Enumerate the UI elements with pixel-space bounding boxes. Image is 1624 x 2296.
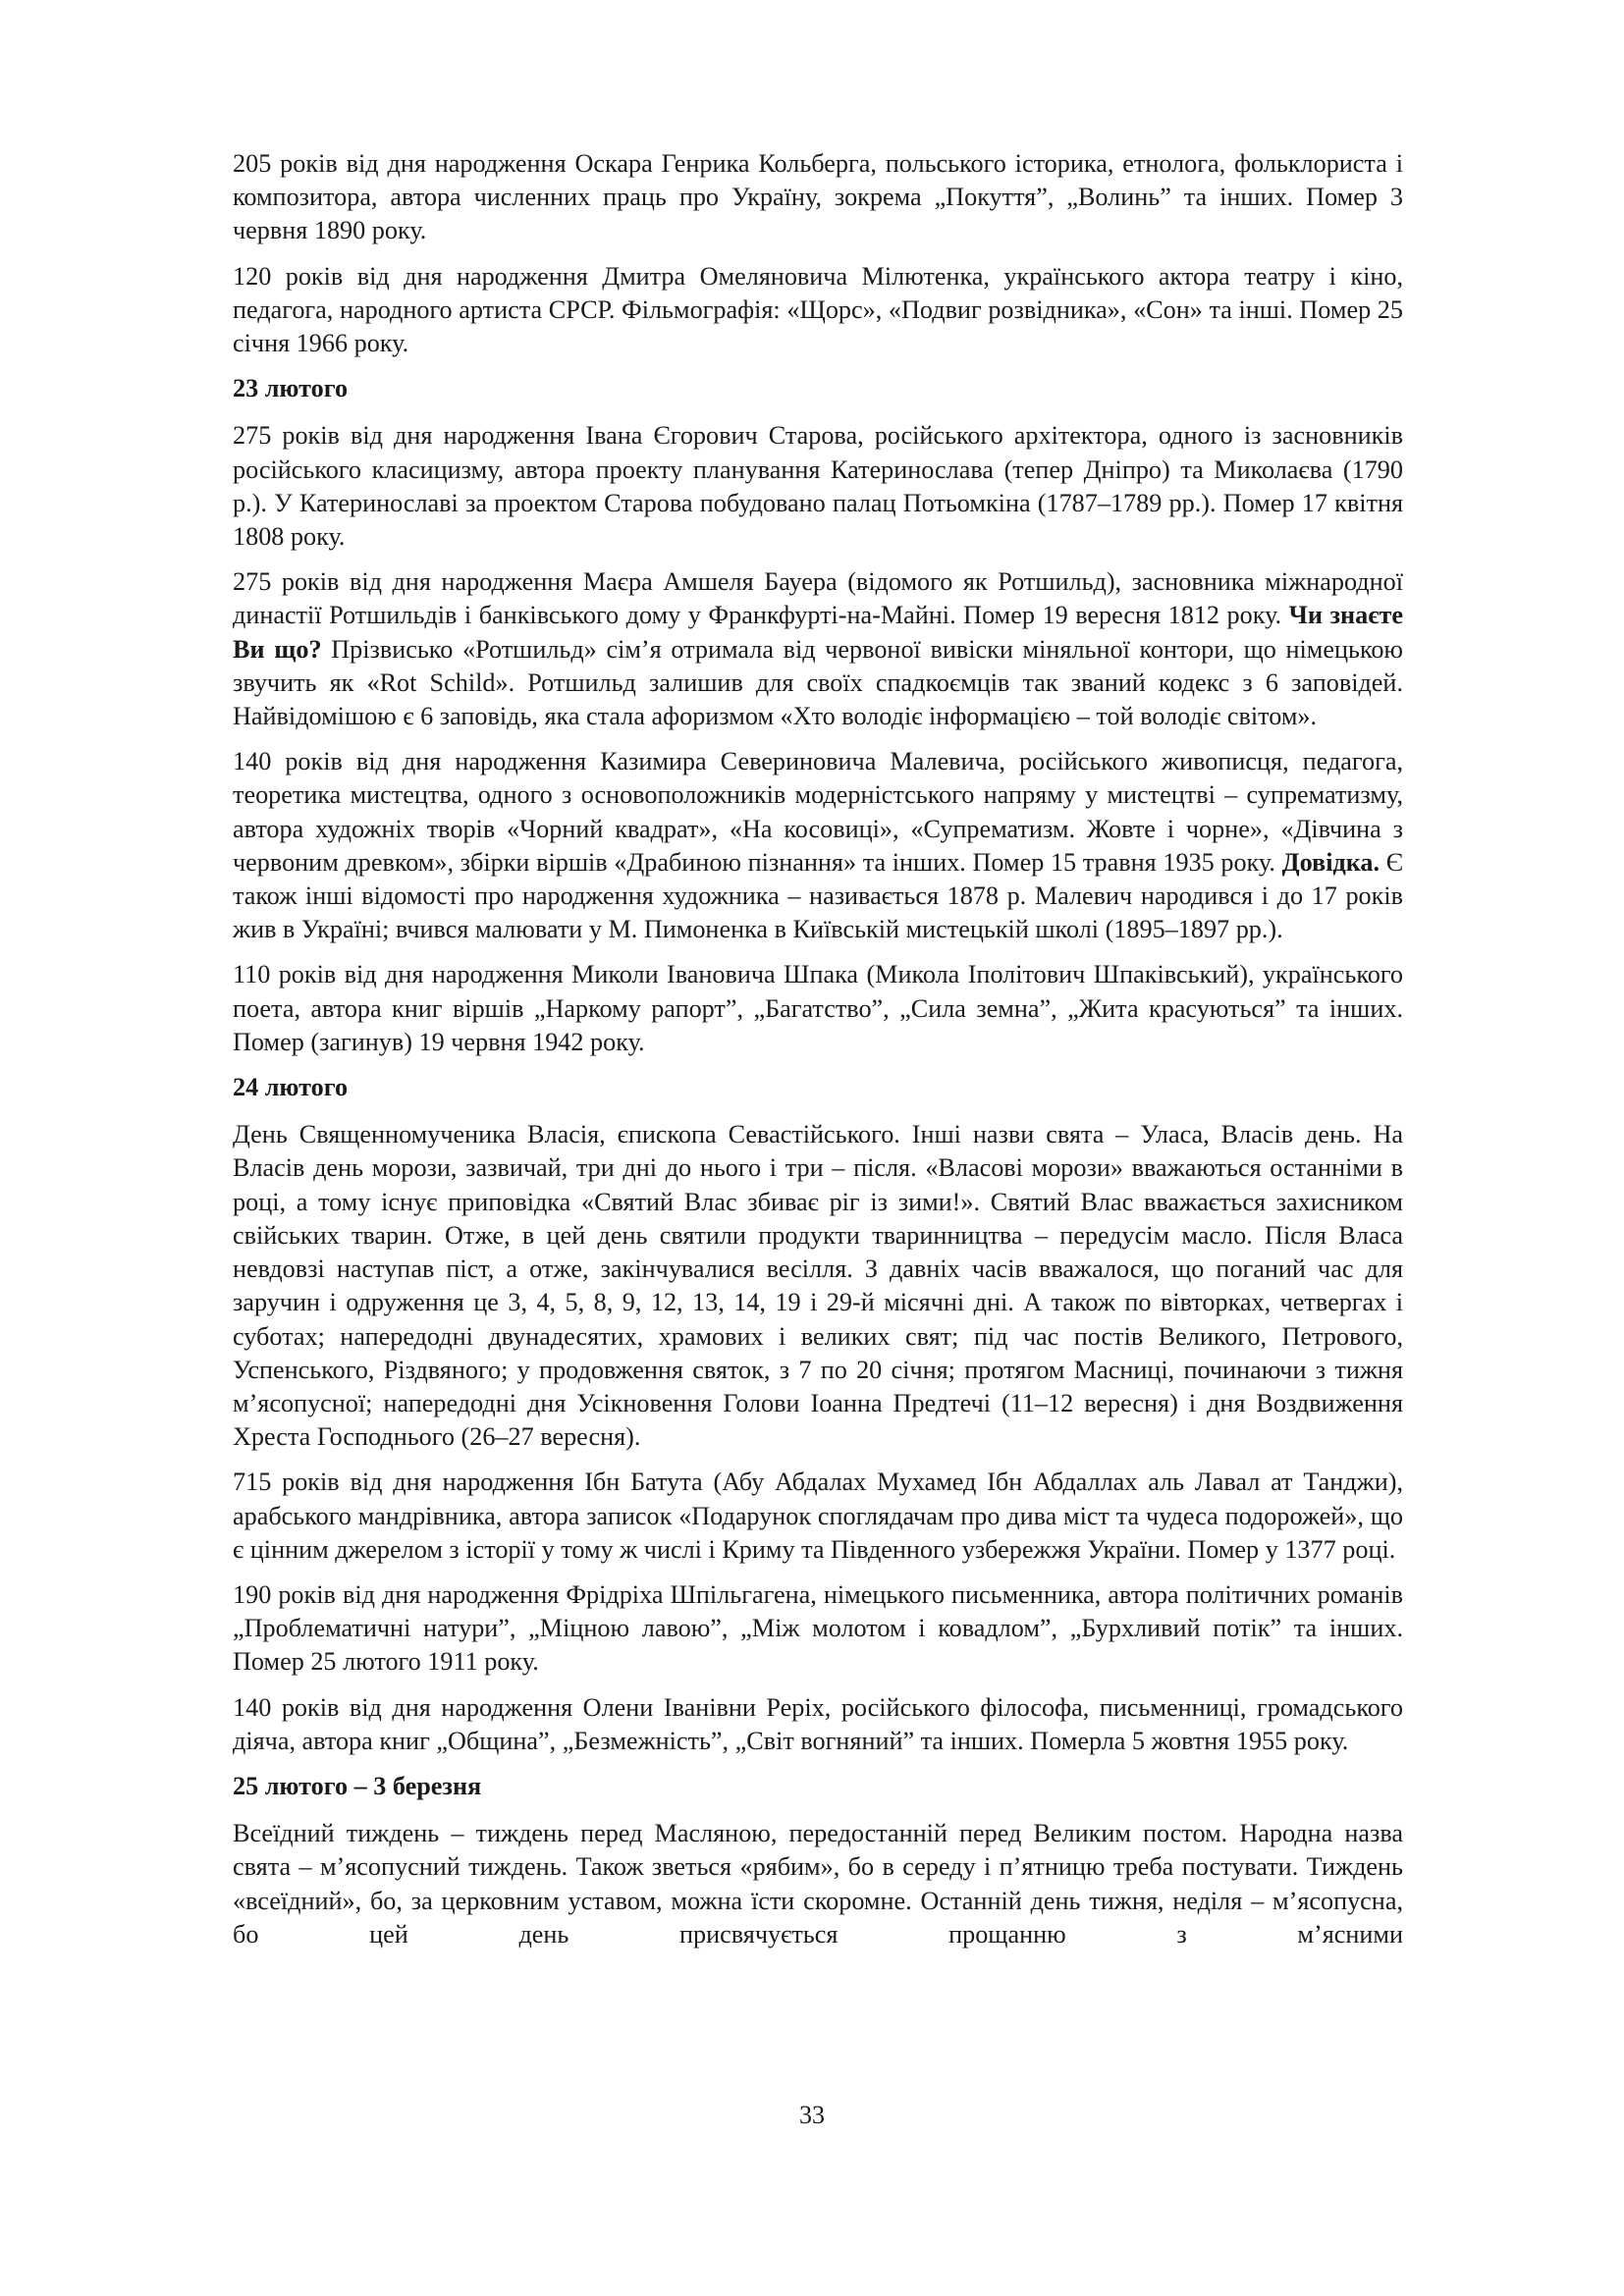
paragraph: 715 років від дня народження Ібн Батута (Абу Абдалах Мухамед Ібн Абдаллах аль Лавал ат Танджи), арабського мандрівника, автора записок «Подарунок споглядачам про дива міст та чудеса подорожей», що є цінним джерелом з історії у тому ж числі і Криму та Південного узбережжя України. Помер у 1377 році. (233, 1468, 1403, 1564)
paragraph: 205 років від дня народження Оскара Генрика Кольберга, польського історика, етнолога, фольклориста і композитора, автора численних праць про Україну, зокрема „Покуття”, „Волинь” та інших. Помер 3 червня 1890 року. (233, 149, 1403, 245)
date-heading: 23 лютого (233, 374, 349, 403)
paragraph-text: 275 років від дня народження Маєра Амшеля Бауера (відомого як Ротшильд), засновника міжнародної династії Ротшильдів і банківського дому у Франкфурті-на-Майні. Помер 19 вересня 1812 року. (233, 567, 1403, 630)
paragraph: 110 років від дня народження Миколи Івановича Шпака (Микола Іполітович Шпаківський), українського поета, автора книг віршів „Наркому рапорт”, „Багатство”, „Сила земна”, „Жита красуються” та інших. Помер (загинув) 19 червня 1942 року. (233, 960, 1403, 1056)
page-number: 33 (799, 2101, 825, 2129)
note-label: Довідка. (1281, 847, 1380, 877)
paragraph: День Священномученика Власія, єпископа Севастійського. Інші назви свята – Уласа, Власів день. На Власів день морози, зазвичай, три дні до нього і три – після. «Власові морози» вважаються останніми в році, а тому існує приповідка «Святий Влас збиває ріг із зими!». Святий Влас вважається захисником свійських тварин. Отже, в цей день святили продукти тваринництва – передусім масло. Після Власа невдовзі наступав піст, а отже, закінчувалися весілля. З давніх часів вважалося, що поганий час для заручин і одруження це 3, 4, 5, 8, 9, 12, 13, 14, 19 і 29-й місячні дні. А також по вівторках, четвергах і суботах; напередодні двунадесятих, храмових і великих свят; під час постів Великого, Петрового, Успенського, Різдвяного; у продовження святок, з 7 по 20 січня; протягом Масниці, починаючи з тижня м’ясопусної; напередодні дня Усікновення Голови Іоанна Предтечі (11–12 вересня) і дня Воздвиження Хреста Господнього (26–27 вересня). (233, 1120, 1403, 1452)
section-continuation (233, 147, 1403, 360)
paragraph: 140 років від дня народження Олени Іванівни Реріх, російського філософа, письменниці, громадського діяча, автора книг „Община”, „Безмежність”, „Світ вогняний” та інших. Померла 5 жовтня 1955 року. (233, 1692, 1403, 1755)
note-text: Є також інші відомості про народження художника – називається 1878 р. Малевич народився і до 17 років жив в Україні; вчився малювати у М. Пимоненка в Київській мистецькій школі (1895–1897 рр.). (233, 847, 1404, 944)
paragraph-with-note (233, 565, 1403, 733)
paragraph: 275 років від дня народження Івана Єгорович Старова, російського архітектора, одного із засновників російського класицизму, автора проекту планування Катеринослава (тепер Дніпро) та Миколаєва (1790 р.). У Катеринославі за проектом Старова побудовано палац Потьомкіна (1787–1789 рр.). Помер 17 квітня 1808 року. (233, 421, 1403, 552)
date-heading: 25 лютого – 3 березня (233, 1771, 482, 1800)
paragraph-with-note (233, 745, 1403, 946)
paragraph: 120 років від дня народження Дмитра Омеляновича Мілютенка, українського актора театру і кіно, педагога, народного артиста СРСР. Фільмографія: «Щорс», «Подвиг розвідника», «Сон» та інші. Помер 25 січня 1966 року. (233, 261, 1403, 358)
date-heading: 24 лютого (233, 1073, 349, 1102)
section-feb-24 (233, 1071, 1403, 1758)
paragraph: Всеїдний тиждень – тиждень перед Масляною, передостанній перед Великим постом. Народна назва свята – м’ясопусний тиждень. Також зветься «рябим», бо в середу і п’ятницю треба постувати. Тиждень «всеїдний», бо, за церковним уставом, можна їсти скоромне. Останній день тижня, неділя – м’ясопусна, бо цей день присвячується прощанню з м’ясними (233, 1819, 1403, 1949)
section-feb-25-mar-3 (233, 1770, 1403, 1951)
paragraph-text: 140 років від дня народження Казимира Севериновича Малевича, російського живописця, педагога, теоретика мистецтва, одного з основоположників модерністського напряму у мистецтві – супрематизму, автора художніх творів «Чорний квадрат», «На косовиці», «Супрематизм. Жовте і чорне», «Дівчина з червоним древком», збірки віршів «Драбиною пізнання» та інших. Помер 15 травня 1935 року. (233, 747, 1403, 877)
note-text: Прізвисько «Ротшильд» сім’я отримала від червоної вивіски міняльної контори, що німецькою звучить як «Rot Schild». Ротшильд залишив для своїх спадкоємців так званий кодекс з 6 заповідей. Найвідомішою є 6 заповідь, яка стала афоризмом «Хто володіє інформацією – той володіє світом». (233, 634, 1404, 731)
paragraph: 190 років від дня народження Фрідріха Шпільгагена, німецького письменника, автора політичних романів „Проблематичні натури”, „Міцною лавою”, „Між молотом і ковадлом”, „Бурхливий потік” та інших. Помер 25 лютого 1911 року. (233, 1579, 1403, 1677)
document-page (233, 147, 1403, 1963)
section-feb-23 (233, 372, 1403, 1059)
note-label: Чи знаєте Ви що? (233, 601, 1404, 664)
